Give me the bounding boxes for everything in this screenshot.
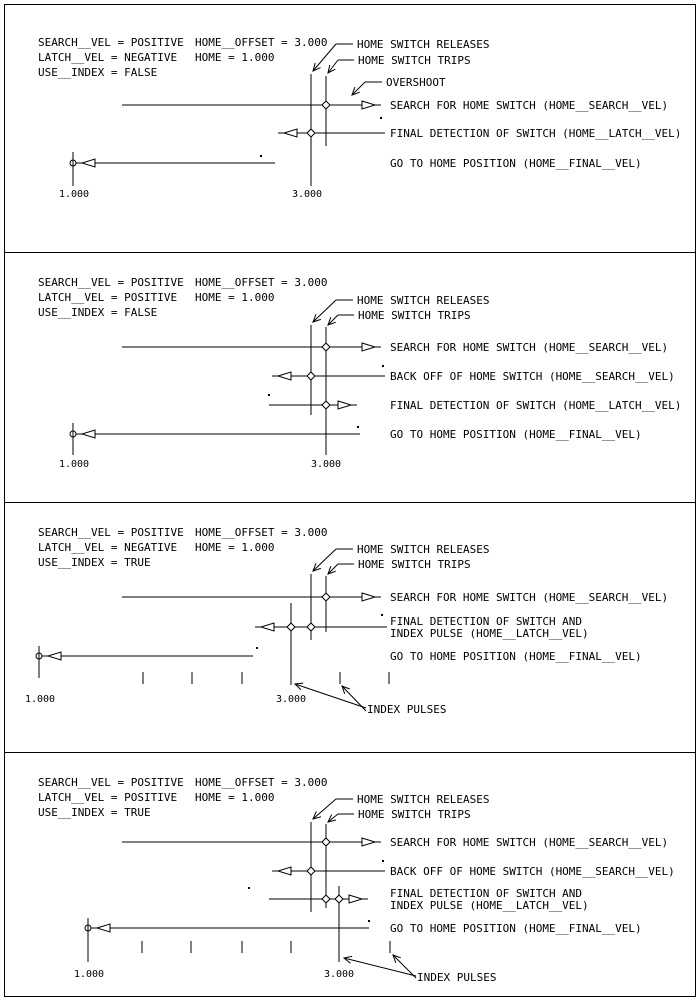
arrow-head — [362, 593, 375, 601]
param-use-index: USE__INDEX = FALSE — [38, 66, 158, 79]
start-point-dot — [382, 860, 384, 862]
panel-3 — [5, 503, 696, 753]
motion-back-off — [272, 860, 385, 875]
callout-home-switch-trips: HOME SWITCH TRIPS — [358, 309, 471, 322]
start-point-dot — [268, 394, 270, 396]
start-point-dot — [368, 920, 370, 922]
motion-go-home — [85, 920, 370, 932]
param-use-index: USE__INDEX = TRUE — [38, 806, 151, 819]
step-label-search: SEARCH FOR HOME SWITCH (HOME__SEARCH__VEL) — [390, 836, 669, 849]
callout-home-switch-trips: HOME SWITCH TRIPS — [358, 54, 471, 67]
callout-home-switch-trips: HOME SWITCH TRIPS — [358, 808, 471, 821]
param-latch-vel: LATCH__VEL = POSITIVE — [38, 291, 178, 304]
index-event-marker — [335, 895, 343, 903]
switch-event-marker — [307, 867, 315, 875]
switch-event-marker — [307, 129, 315, 137]
switch-event-marker — [322, 101, 330, 109]
leader-trips-arrow — [328, 60, 338, 73]
switch-event-marker — [307, 623, 315, 631]
motion-go-home — [36, 647, 258, 660]
start-point-dot — [381, 614, 383, 616]
arrow-head — [82, 159, 95, 167]
step-label-final-detection-line2: INDEX PULSE (HOME__LATCH__VEL) — [390, 899, 589, 912]
switch-event-marker — [307, 372, 315, 380]
motion-go-home — [70, 426, 360, 438]
param-search-vel: SEARCH__VEL = POSITIVE — [38, 526, 184, 539]
motion-search — [122, 838, 381, 846]
motion-search — [122, 101, 381, 109]
tick-label-offset: 3.000 — [310, 459, 342, 470]
param-use-index: USE__INDEX = TRUE — [38, 556, 151, 569]
switch-event-marker — [322, 838, 330, 846]
param-latch-vel: LATCH__VEL = POSITIVE — [38, 791, 178, 804]
motion-search — [122, 593, 381, 601]
step-label-go-home: GO TO HOME POSITION (HOME__FINAL__VEL) — [390, 650, 642, 663]
arrow-head — [362, 101, 375, 109]
param-home: HOME = 1.000 — [195, 541, 275, 554]
step-label-go-home: GO TO HOME POSITION (HOME__FINAL__VEL) — [390, 428, 642, 441]
tick-label-home: 1.000 — [73, 969, 105, 980]
callout-home-switch-releases: HOME SWITCH RELEASES — [357, 294, 490, 307]
step-label-search: SEARCH FOR HOME SWITCH (HOME__SEARCH__VEL) — [390, 341, 669, 354]
leader-trips-arrow — [328, 564, 338, 574]
index-pulses-label: INDEX PULSES — [367, 703, 447, 716]
switch-event-marker — [322, 401, 330, 409]
param-home-offset: HOME__OFFSET = 3.000 — [195, 776, 328, 789]
start-point-dot — [256, 647, 258, 649]
arrow-head — [82, 430, 95, 438]
start-point-dot — [260, 155, 262, 157]
leader-releases-arrow — [313, 300, 336, 322]
tick-label-offset: 3.000 — [323, 969, 355, 980]
param-search-vel: SEARCH__VEL = POSITIVE — [38, 276, 184, 289]
panel-1 — [5, 5, 696, 253]
param-use-index: USE__INDEX = FALSE — [38, 306, 158, 319]
param-search-vel: SEARCH__VEL = POSITIVE — [38, 776, 184, 789]
arrow-head — [278, 867, 291, 875]
param-home: HOME = 1.000 — [195, 51, 275, 64]
callout-home-switch-trips: HOME SWITCH TRIPS — [358, 558, 471, 571]
arrow-head — [261, 623, 274, 631]
panel-2 — [5, 253, 696, 503]
param-home-offset: HOME__OFFSET = 3.000 — [195, 36, 328, 49]
arrow-head — [97, 924, 110, 932]
leader-trips-arrow — [328, 315, 338, 325]
step-label-final-detection-line1: FINAL DETECTION OF SWITCH AND — [390, 615, 583, 628]
panel-4 — [5, 753, 696, 997]
step-label-final-detection-line2: INDEX PULSE (HOME__LATCH__VEL) — [390, 627, 589, 640]
param-home-offset: HOME__OFFSET = 3.000 — [195, 276, 328, 289]
start-point-dot — [380, 117, 382, 119]
motion-search — [122, 343, 381, 351]
param-latch-vel: LATCH__VEL = NEGATIVE — [38, 541, 178, 554]
tick-label-offset: 3.000 — [291, 189, 323, 200]
step-label-search: SEARCH FOR HOME SWITCH (HOME__SEARCH__VEL) — [390, 99, 669, 112]
leader-trips-arrow — [328, 814, 338, 822]
arrow-head — [284, 129, 297, 137]
leader-releases-arrow — [313, 549, 336, 571]
tick-label-home: 1.000 — [24, 694, 56, 705]
index-pulse-arrow — [342, 686, 366, 711]
arrow-head — [338, 401, 351, 409]
step-label-back-off: BACK OFF OF HOME SWITCH (HOME__SEARCH__VEL) — [390, 370, 675, 383]
callout-home-switch-releases: HOME SWITCH RELEASES — [357, 543, 490, 556]
arrow-head — [349, 895, 362, 903]
motion-final-detection — [248, 887, 368, 903]
start-point-dot — [382, 365, 384, 367]
arrow-head — [278, 372, 291, 380]
arrow-head — [362, 343, 375, 351]
switch-event-marker — [322, 895, 330, 903]
step-label-final-detection: FINAL DETECTION OF SWITCH (HOME__LATCH__VEL) — [390, 127, 682, 140]
motion-final-detection — [268, 394, 357, 409]
tick-label-home: 1.000 — [58, 459, 90, 470]
step-label-go-home: GO TO HOME POSITION (HOME__FINAL__VEL) — [390, 922, 642, 935]
switch-event-marker — [322, 343, 330, 351]
callout-home-switch-releases: HOME SWITCH RELEASES — [357, 38, 490, 51]
callout-home-switch-releases: HOME SWITCH RELEASES — [357, 793, 490, 806]
motion-final-detection — [278, 117, 385, 137]
tick-label-offset: 3.000 — [275, 694, 307, 705]
leader-releases-arrow — [313, 799, 336, 819]
leader-overshoot-arrow — [352, 82, 365, 95]
start-point-dot — [248, 887, 250, 889]
arrow-head — [362, 838, 375, 846]
motion-go-home — [70, 155, 275, 167]
step-label-final-detection-line1: FINAL DETECTION OF SWITCH AND — [390, 887, 583, 900]
arrow-head — [48, 652, 61, 660]
step-label-back-off: BACK OFF OF HOME SWITCH (HOME__SEARCH__VEL) — [390, 865, 675, 878]
param-home: HOME = 1.000 — [195, 291, 275, 304]
switch-event-marker — [322, 593, 330, 601]
index-pulse-arrow — [393, 955, 416, 978]
param-home-offset: HOME__OFFSET = 3.000 — [195, 526, 328, 539]
tick-label-home: 1.000 — [58, 189, 90, 200]
param-latch-vel: LATCH__VEL = NEGATIVE — [38, 51, 178, 64]
motion-final-detection — [255, 614, 387, 631]
start-point-dot — [357, 426, 359, 428]
index-pulses-label: INDEX PULSES — [417, 971, 497, 984]
step-label-final-detection: FINAL DETECTION OF SWITCH (HOME__LATCH__VEL) — [390, 399, 682, 412]
param-home: HOME = 1.000 — [195, 791, 275, 804]
callout-overshoot: OVERSHOOT — [386, 76, 446, 89]
index-event-marker — [287, 623, 295, 631]
param-search-vel: SEARCH__VEL = POSITIVE — [38, 36, 184, 49]
motion-back-off — [272, 365, 385, 380]
step-label-go-home: GO TO HOME POSITION (HOME__FINAL__VEL) — [390, 157, 642, 170]
step-label-search: SEARCH FOR HOME SWITCH (HOME__SEARCH__VEL) — [390, 591, 669, 604]
